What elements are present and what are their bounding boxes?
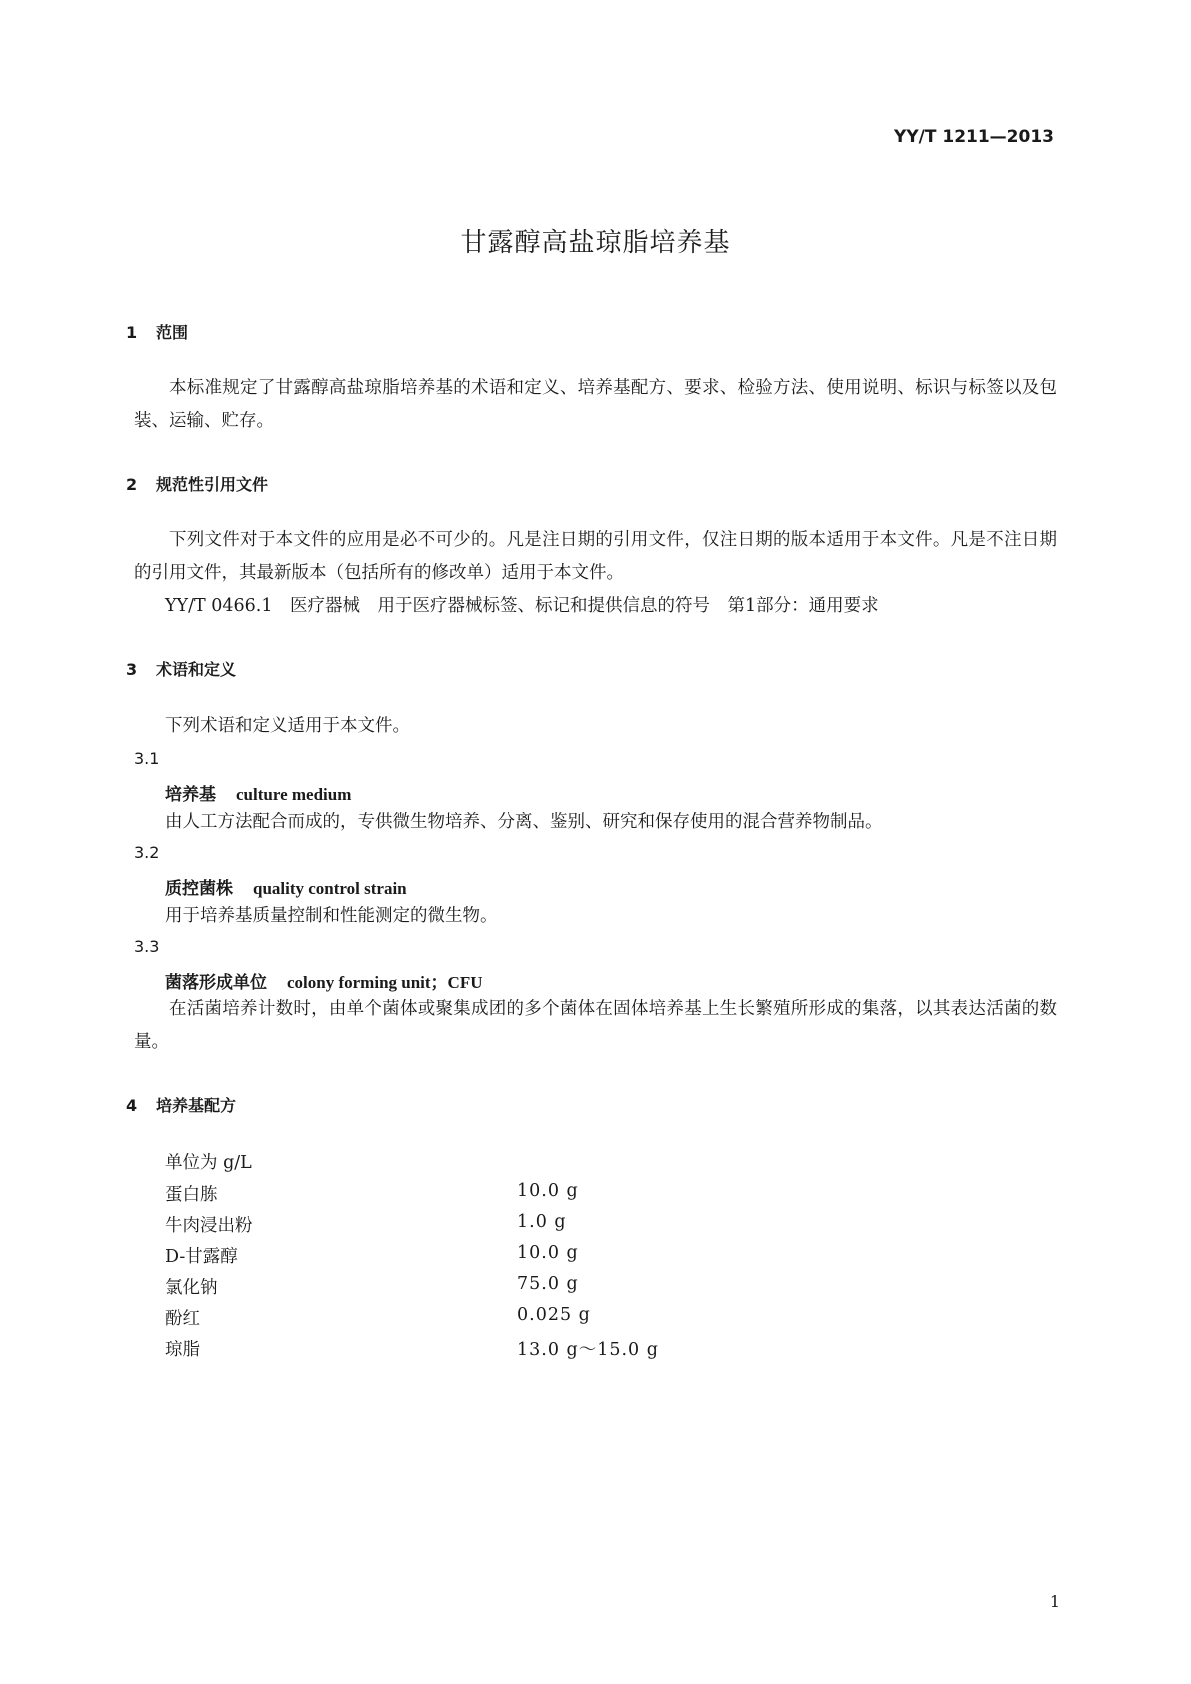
term-heading xyxy=(165,968,483,993)
section-title: 培养基配方 xyxy=(156,1096,237,1115)
term-definition: 在活菌培养计数时，由单个菌体或聚集成团的多个菌体在固体培养基上生长繁殖所形成的集落，以其表达活菌的数量。 xyxy=(134,999,1057,1052)
ingredient-amount: 75.0 g xyxy=(517,1274,579,1294)
page-number: 1 xyxy=(1049,1592,1060,1611)
ingredient-amount: 0.025 g xyxy=(517,1305,591,1325)
section-title: 术语和定义 xyxy=(156,660,237,679)
term-definition: 由人工方法配合而成的，专供微生物培养、分离、鉴别、研究和保存使用的混合营养物制品。 xyxy=(165,812,883,832)
section-1-heading xyxy=(126,320,188,343)
section-number: 4 xyxy=(126,1096,138,1115)
unit-label: 单位为 g/L xyxy=(165,1153,252,1173)
ingredient-name: 牛肉浸出粉 xyxy=(165,1216,253,1236)
term-en: quality control strain xyxy=(253,879,407,898)
ingredient-amount: 10.0 g xyxy=(517,1181,579,1201)
term-definition: 用于培养基质量控制和性能测定的微生物。 xyxy=(165,906,498,926)
term-en: culture medium xyxy=(236,785,352,804)
section-number: 3 xyxy=(126,660,138,679)
term-zh: 菌落形成单位 xyxy=(165,973,267,993)
document-title: 甘露醇高盐琼脂培养基 xyxy=(460,228,731,258)
ingredient-amount: 13.0 g～15.0 g xyxy=(517,1340,659,1360)
term-heading xyxy=(165,874,407,899)
section-3-intro: 下列术语和定义适用于本文件。 xyxy=(165,716,410,736)
section-3-heading xyxy=(126,657,236,680)
section-4-heading xyxy=(126,1093,236,1116)
ingredient-amount: 10.0 g xyxy=(517,1243,579,1263)
normative-reference: YY/T 0466.1 医疗器械 用于医疗器械标签、标记和提供信息的符号 第1部分：通用要求 xyxy=(165,596,879,616)
term-en: colony forming unit；CFU xyxy=(287,973,483,992)
term-heading xyxy=(165,780,351,805)
section-2-text: 下列文件对于本文件的应用是必不可少的。凡是注日期的引用文件，仅注日期的版本适用于本文件。凡是不注日期的引用文件，其最新版本（包括所有的修改单）适用于本文件。 xyxy=(134,530,1057,583)
ingredient-name: 氯化钠 xyxy=(165,1278,218,1298)
term-zh: 培养基 xyxy=(165,785,216,805)
ingredient-name: D-甘露醇 xyxy=(165,1247,238,1267)
section-title: 规范性引用文件 xyxy=(156,475,269,494)
term-number: 3.2 xyxy=(134,843,160,862)
ingredient-name: 琼脂 xyxy=(165,1340,200,1360)
ingredient-name: 蛋白胨 xyxy=(165,1185,218,1205)
term-number: 3.3 xyxy=(134,937,160,956)
section-1-text: 本标准规定了甘露醇高盐琼脂培养基的术语和定义、培养基配方、要求、检验方法、使用说明、标识与标签以及包装、运输、贮存。 xyxy=(134,378,1057,431)
ingredient-name: 酚红 xyxy=(165,1309,200,1329)
section-number: 2 xyxy=(126,475,138,494)
term-number: 3.1 xyxy=(134,749,160,768)
section-number: 1 xyxy=(126,323,138,342)
section-title: 范围 xyxy=(156,323,189,342)
term-zh: 质控菌株 xyxy=(165,879,233,899)
section-2-heading xyxy=(126,472,268,495)
ingredient-amount: 1.0 g xyxy=(517,1212,567,1232)
standard-number: YY/T 1211—2013 xyxy=(894,127,1054,147)
